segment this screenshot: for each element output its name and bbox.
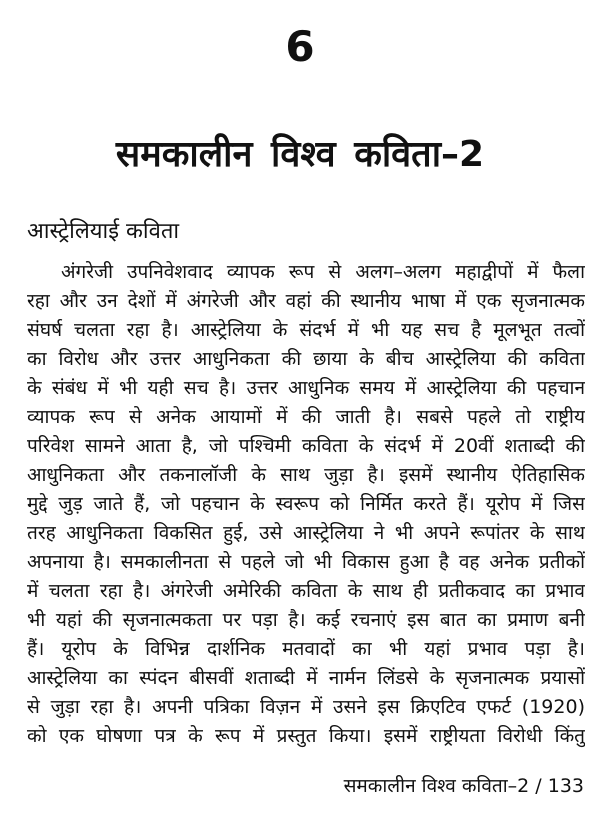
body-line: अपनाया है। समकालीनता से पहले जो भी विकास हुआ है वह अनेक प्रतीकों [27,551,585,573]
page-footer: समकालीन विश्व कविता–2 / 133 [343,775,584,797]
body-line: आधुनिकता और तकनालॉजी के साथ जुड़ा है। इसमें स्थानीय ऐतिहासिक [27,464,585,486]
body-text [27,258,585,751]
body-line: तरह आधुनिकता विकसित हुई, उसे आस्ट्रेलिया ने भी अपने रूपांतर के साथ [27,522,585,544]
body-line: आस्ट्रेलिया का स्पंदन बीसवीं शताब्दी में नार्मन लिंडसे के सृजनात्मक प्रयासों [27,667,585,689]
chapter-title: समकालीन विश्व कविता–2 [115,134,485,175]
body-line: व्यापक रूप से अनेक आयामों में की जाती है। सबसे पहले तो राष्ट्रीय [27,406,585,428]
chapter-number: 6 [285,22,315,71]
body-line: से जुड़ा रहा है। अपनी पत्रिका विज़न में उसने इस क्रिएटिव एफर्ट (1920) [27,696,585,718]
body-line: परिवेश सामने आता है, जो पश्चिमी कविता के संदर्भ में 20वीं शताब्दी की [27,435,585,457]
section-heading: आस्ट्रेलियाई कविता [27,219,180,244]
body-line: संघर्ष चलता रहा है। आस्ट्रेलिया के संदर्भ में भी यह सच है मूलभूत तत्वों [27,319,585,341]
body-line: मुद्दे जुड़ जाते हैं, जो पहचान के स्वरूप को निर्मित करते हैं। यूरोप में जिस [27,493,585,515]
body-line: का विरोध और उत्तर आधुनिकता की छाया के बीच आस्ट्रेलिया की कविता [27,348,585,370]
body-line: रहा और उन देशों में अंगरेजी और वहां की स्थानीय भाषा में एक सृजनात्मक [27,290,585,312]
body-line: भी यहां की सृजनात्मकता पर पड़ा है। कई रचनाएं इस बात का प्रमाण बनी [27,609,585,631]
body-line: अंगरेजी उपनिवेशवाद व्यापक रूप से अलग–अलग महाद्वीपों में फैला [61,261,585,283]
body-line: के संबंध में भी यही सच है। उत्तर आधुनिक समय में आस्ट्रेलिया की पहचान [27,377,585,399]
body-line: को एक घोषणा पत्र के रूप में प्रस्तुत किया। इसमें राष्ट्रीयता विरोधी किंतु [27,725,585,747]
body-line: में चलता रहा है। अंगरेजी अमेरिकी कविता के साथ ही प्रतीकवाद का प्रभाव [27,580,585,602]
body-line: हैं। यूरोप के विभिन्न दार्शनिक मतवादों का भी यहां प्रभाव पड़ा है। [27,638,585,660]
